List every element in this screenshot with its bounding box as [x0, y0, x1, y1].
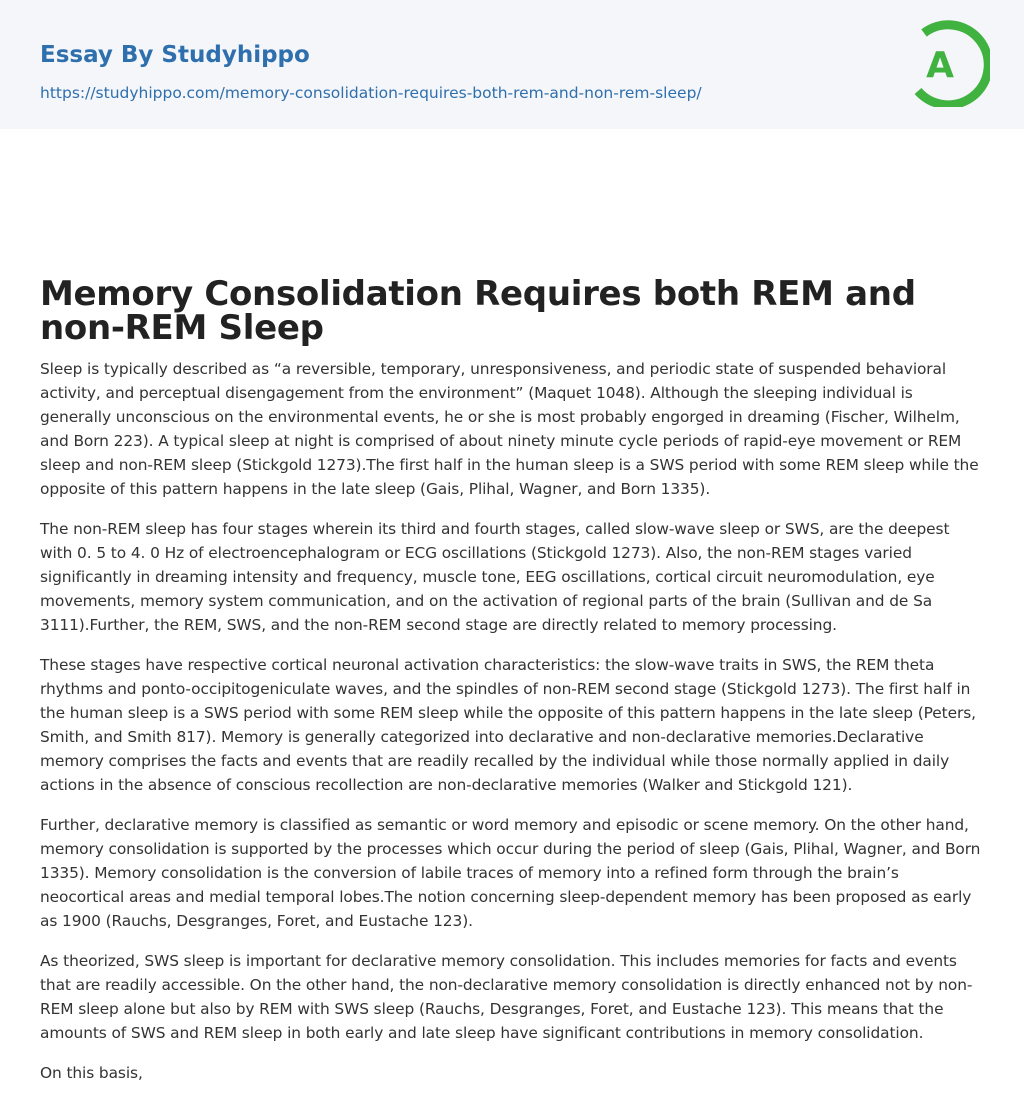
logo-letter: A: [926, 45, 954, 86]
site-header: [0, 0, 1024, 129]
source-url-link[interactable]: https://studyhippo.com/memory-consolidation-requires-both-rem-and-non-rem-sleep/: [40, 84, 702, 102]
article-body: [40, 357, 984, 1085]
essay-paragraph: On this basis,: [40, 1064, 143, 1082]
page-title: Memory Consolidation Requires both REM and non-REM Sleep: [40, 274, 916, 348]
brand-title: Essay By Studyhippo: [40, 42, 310, 68]
essay-paragraph: Sleep is typically described as “a reversible, temporary, unresponsiveness, and periodic state of suspended behavioral activity, and perceptual disengagement from the environment” (Maquet 1048). Although the sleeping individual is generally unconscious on the environmental events, he or she is most probably engorged in dreaming (Fischer, Wilhelm, and Born 223). A typical sleep at night is comprised of about ninety minute cycle periods of rapid-eye movement or REM sleep and non-REM sleep (Stickgold 1273).The first half in the human sleep is a SWS period with some REM sleep while the opposite of this pattern happens in the late sleep (Gais, Plihal, Wagner, and Born 1335).: [40, 360, 979, 498]
essay-content: [0, 129, 1024, 1085]
studyhippo-logo-icon[interactable]: [910, 17, 990, 107]
essay-paragraph: The non-REM sleep has four stages wherein its third and fourth stages, called slow-wave sleep or SWS, are the deepest with 0. 5 to 4. 0 Hz of electroencephalogram or ECG oscillations (Stickgold 1273). Also, the non-REM stages varied significantly in dreaming intensity and frequency, muscle tone, EEG oscillations, cortical circuit neuromodulation, eye movements, memory system communication, and on the activation of regional parts of the brain (Sullivan and de Sa 3111).Further, the REM, SWS, and the non-REM second stage are directly related to memory processing.: [40, 520, 950, 634]
essay-paragraph: Further, declarative memory is classified as semantic or word memory and episodic or scene memory. On the other hand, memory consolidation is supported by the processes which occur during the period of sleep (Gais, Plihal, Wagner, and Born 1335). Memory consolidation is the conversion of labile traces of memory into a refined form through the brain’s neocortical areas and medial temporal lobes.The notion concerning sleep-dependent memory has been proposed as early as 1900 (Rauchs, Desgranges, Foret, and Eustache 123).: [40, 816, 981, 930]
essay-paragraph: These stages have respective cortical neuronal activation characteristics: the slow-wave traits in SWS, the REM theta rhythms and ponto-occipitogeniculate waves, and the spindles of non-REM second stage (Stickgold 1273). The first half in the human sleep is a SWS period with some REM sleep while the opposite of this pattern happens in the late sleep (Peters, Smith, and Smith 817). Memory is generally categorized into declarative and non-declarative memories.Declarative memory comprises the facts and events that are readily recalled by the individual while those normally applied in daily actions in the absence of conscious recollection are non-declarative memories (Walker and Stickgold 121).: [40, 656, 976, 794]
essay-paragraph: As theorized, SWS sleep is important for declarative memory consolidation. This includes memories for facts and events that are readily accessible. On the other hand, the non-declarative memory consolidation is directly enhanced not by non-REM sleep alone but also by REM with SWS sleep (Rauchs, Desgranges, Foret, and Eustache 123). This means that the amounts of SWS and REM sleep in both early and late sleep have significant contributions in memory consolidation.: [40, 952, 973, 1042]
